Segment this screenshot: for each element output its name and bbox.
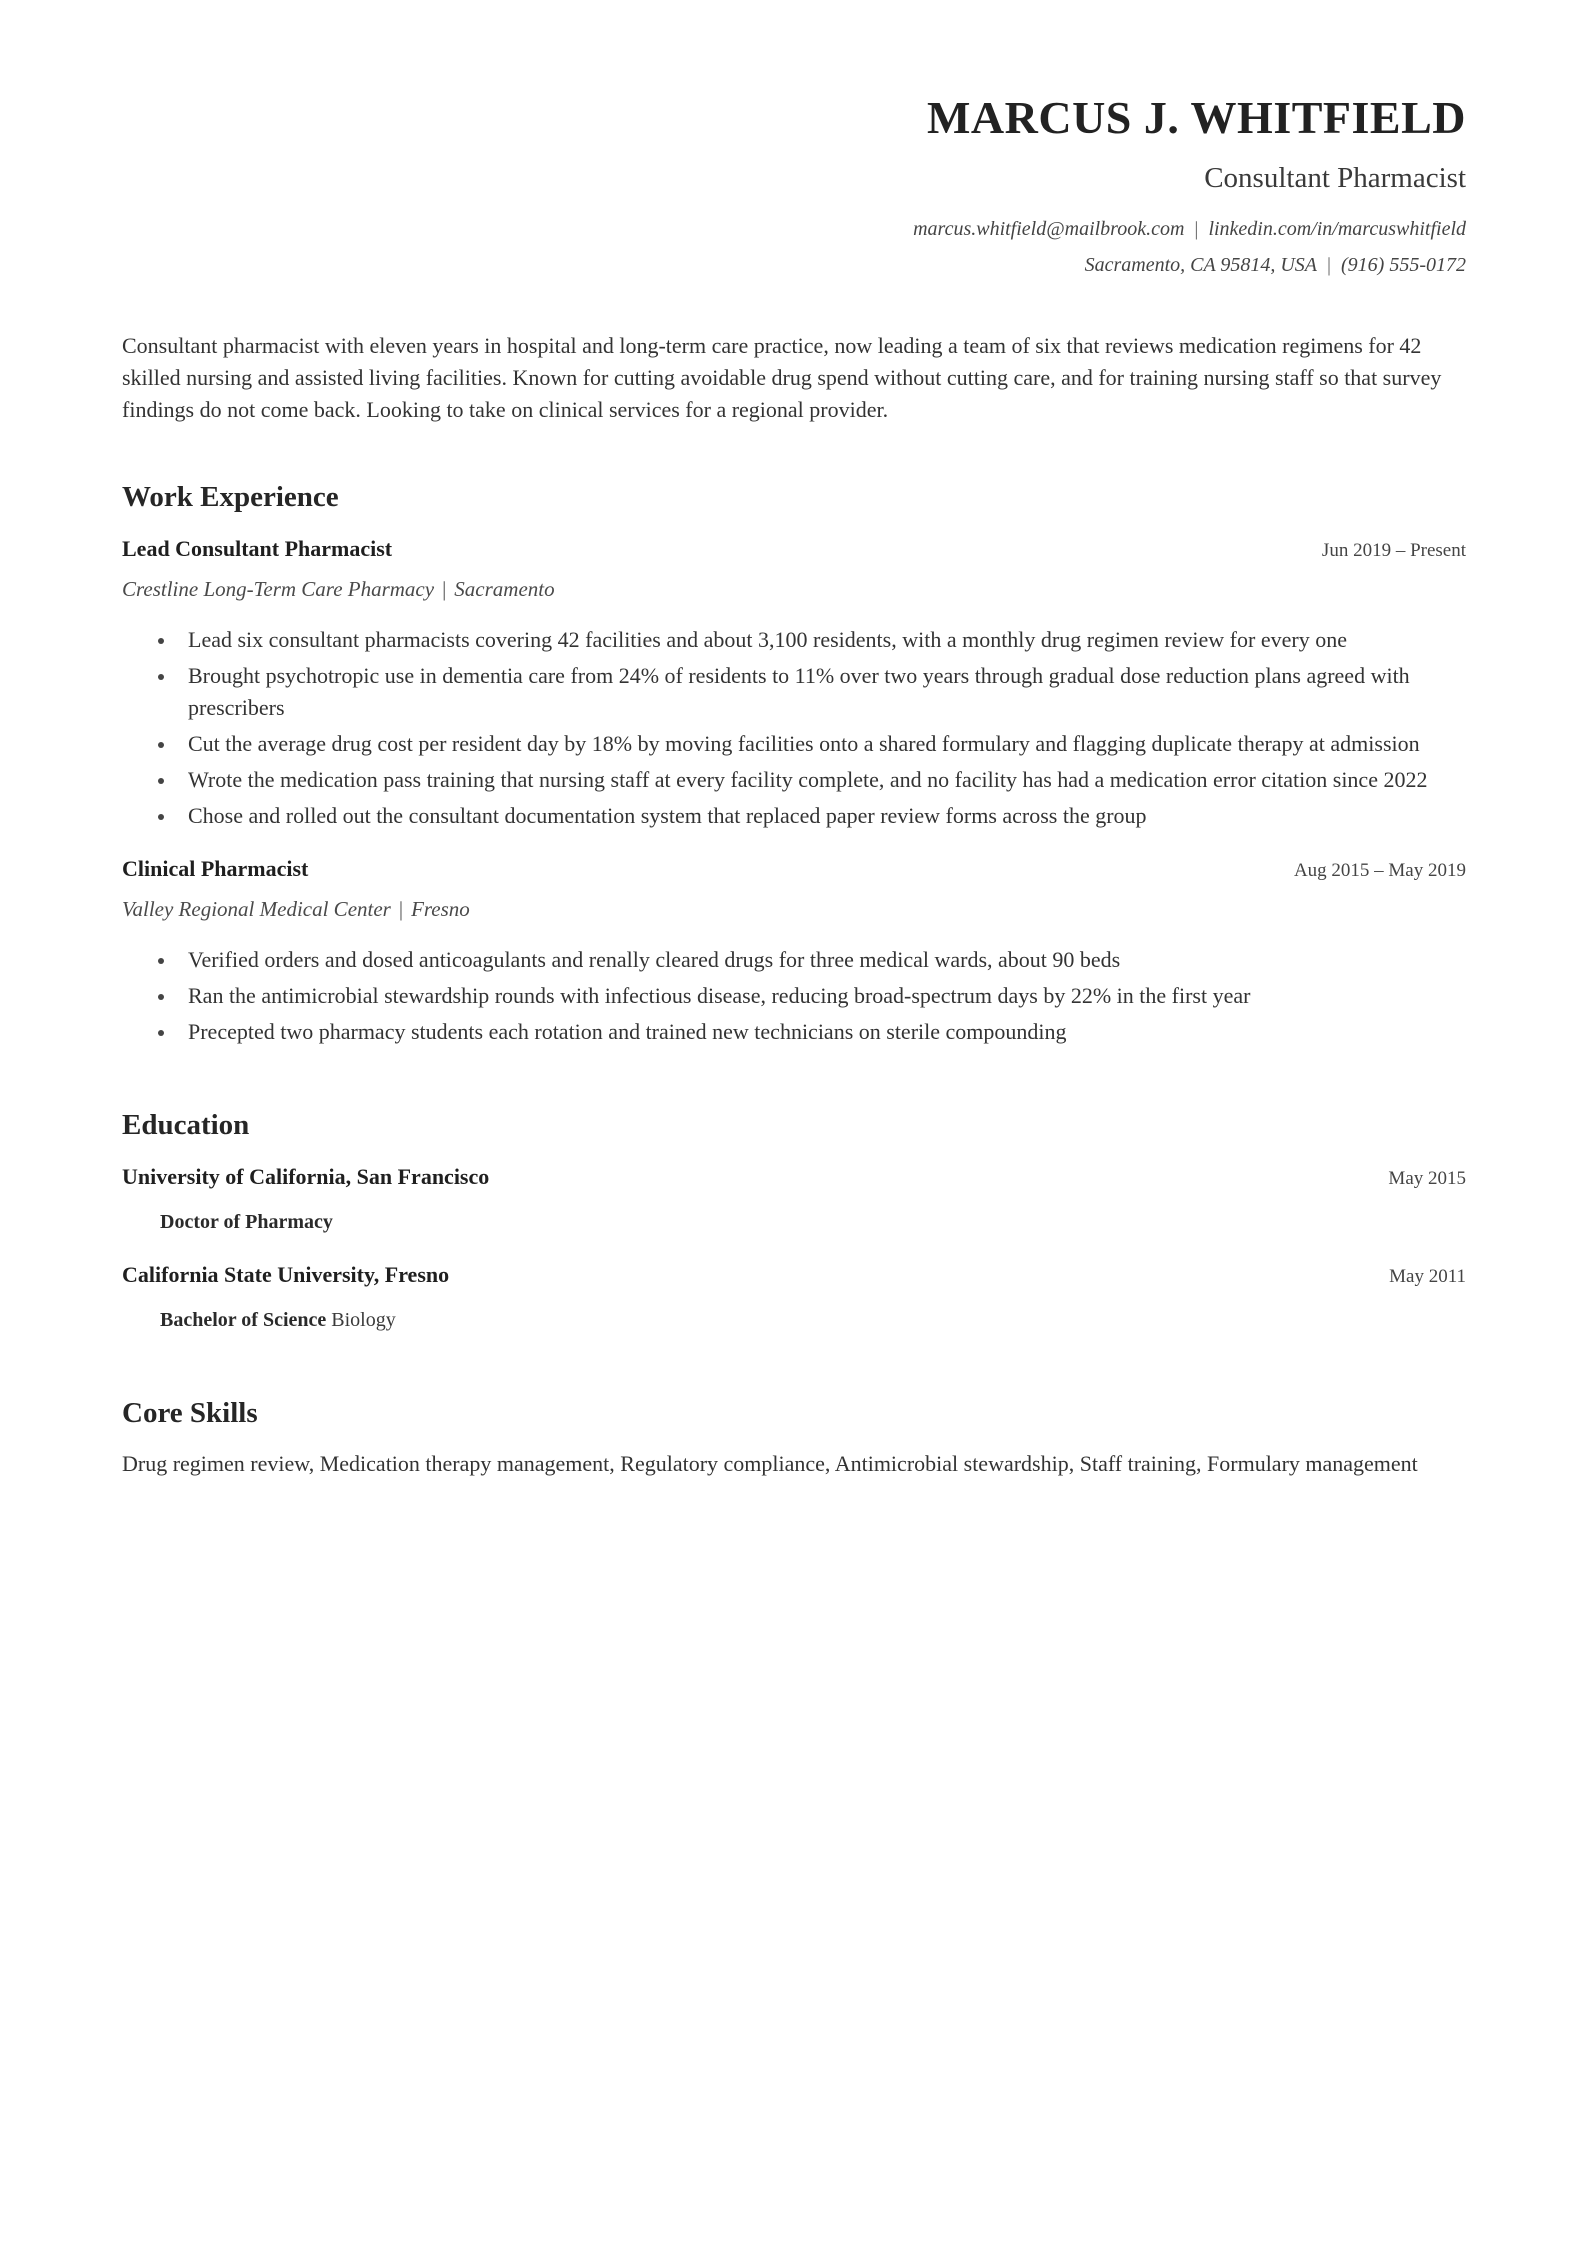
employer-location: Fresno	[411, 897, 470, 921]
job-bullets	[122, 944, 1466, 1048]
employer-location: Sacramento	[454, 577, 555, 601]
bullet-item: Wrote the medication pass training that nursing staff at every facility complete, and no facility has had a medication error citation since 2022	[188, 764, 1466, 796]
job-employer-line	[122, 574, 1466, 604]
job-employer-line	[122, 894, 1466, 924]
education-entry	[122, 1260, 1466, 1334]
bullet-item: Lead six consultant pharmacists covering 42 facilities and about 3,100 residents, with a monthly drug regimen review for every one	[188, 624, 1466, 656]
education-entry	[122, 1162, 1466, 1236]
school-name: University of California, San Francisco	[122, 1164, 490, 1189]
education-header	[122, 1162, 1466, 1194]
bullet-item: Ran the antimicrobial stewardship rounds with infectious disease, reducing broad-spectrum days by 22% in the first year	[188, 980, 1466, 1012]
degree-line	[122, 1306, 1466, 1334]
linkedin-link[interactable]: linkedin.com/in/marcuswhitfield	[1208, 218, 1466, 240]
employer-separator: |	[398, 897, 404, 921]
email-link[interactable]: marcus.whitfield@mailbrook.com	[913, 218, 1185, 240]
degree-line	[122, 1208, 1466, 1236]
degree-field: Biology	[331, 1309, 396, 1331]
degree-name: Bachelor of Science	[160, 1309, 327, 1331]
candidate-title: Consultant Pharmacist	[1204, 162, 1466, 194]
bullet-item: Precepted two pharmacy students each rotation and trained new technicians on sterile compounding	[188, 1016, 1466, 1048]
job-title: Clinical Pharmacist	[122, 856, 309, 881]
graduation-date: May 2011	[1389, 1266, 1466, 1287]
employer-name: Valley Regional Medical Center	[122, 897, 391, 921]
contact-separator: |	[1327, 254, 1332, 276]
candidate-name: MARCUS J. WHITFIELD	[927, 92, 1466, 143]
job-dates: Aug 2015 – May 2019	[1293, 860, 1466, 881]
location-text: Sacramento, CA 95814, USA	[1084, 254, 1317, 276]
employer-name: Crestline Long-Term Care Pharmacy	[122, 577, 435, 601]
bullet-item: Cut the average drug cost per resident day by 18% by moving facilities onto a shared formulary and flagging duplicate therapy at admission	[188, 728, 1466, 760]
bullet-item: Chose and rolled out the consultant documentation system that replaced paper review forms across the group	[188, 800, 1466, 832]
resume-header	[122, 88, 1466, 278]
core-skills-heading: Core Skills	[122, 1397, 258, 1429]
employer-separator: |	[442, 577, 447, 601]
degree-name: Doctor of Pharmacy	[160, 1211, 333, 1233]
job-header	[122, 854, 1466, 886]
job-entry	[122, 534, 1466, 832]
contact-separator: |	[1194, 218, 1199, 240]
phone-number: (916) 555-0172	[1341, 254, 1466, 276]
job-dates: Jun 2019 – Present	[1321, 540, 1466, 561]
job-title: Lead Consultant Pharmacist	[122, 536, 393, 561]
education-header	[122, 1260, 1466, 1292]
school-name: California State University, Fresno	[122, 1262, 450, 1287]
bullet-item: Brought psychotropic use in dementia care from 24% of residents to 11% over two years through gradual dose reduction plans agreed with prescribers	[188, 660, 1466, 724]
job-entry	[122, 854, 1466, 1048]
contact-line-online	[122, 216, 1466, 242]
contact-line-location	[122, 252, 1466, 278]
education-heading: Education	[122, 1109, 250, 1141]
professional-summary: Consultant pharmacist with eleven years in hospital and long-term care practice, now leading a team of six that reviews medication regimens for 42 skilled nursing and assisted living facilities. Known for cutting avoidable drug spend without cutting care, and for training nursing staff so that survey findings do not come back. Looking to take on clinical services for a regional provider.	[122, 333, 1442, 422]
job-header	[122, 534, 1466, 566]
graduation-date: May 2015	[1388, 1168, 1466, 1189]
job-bullets	[122, 624, 1466, 832]
core-skills-list: Drug regimen review, Medication therapy management, Regulatory compliance, Antimicrobial stewardship, Staff training, Formulary management	[122, 1451, 1418, 1476]
bullet-item: Verified orders and dosed anticoagulants and renally cleared drugs for three medical wards, about 90 beds	[188, 944, 1466, 976]
work-experience-heading: Work Experience	[122, 481, 339, 513]
